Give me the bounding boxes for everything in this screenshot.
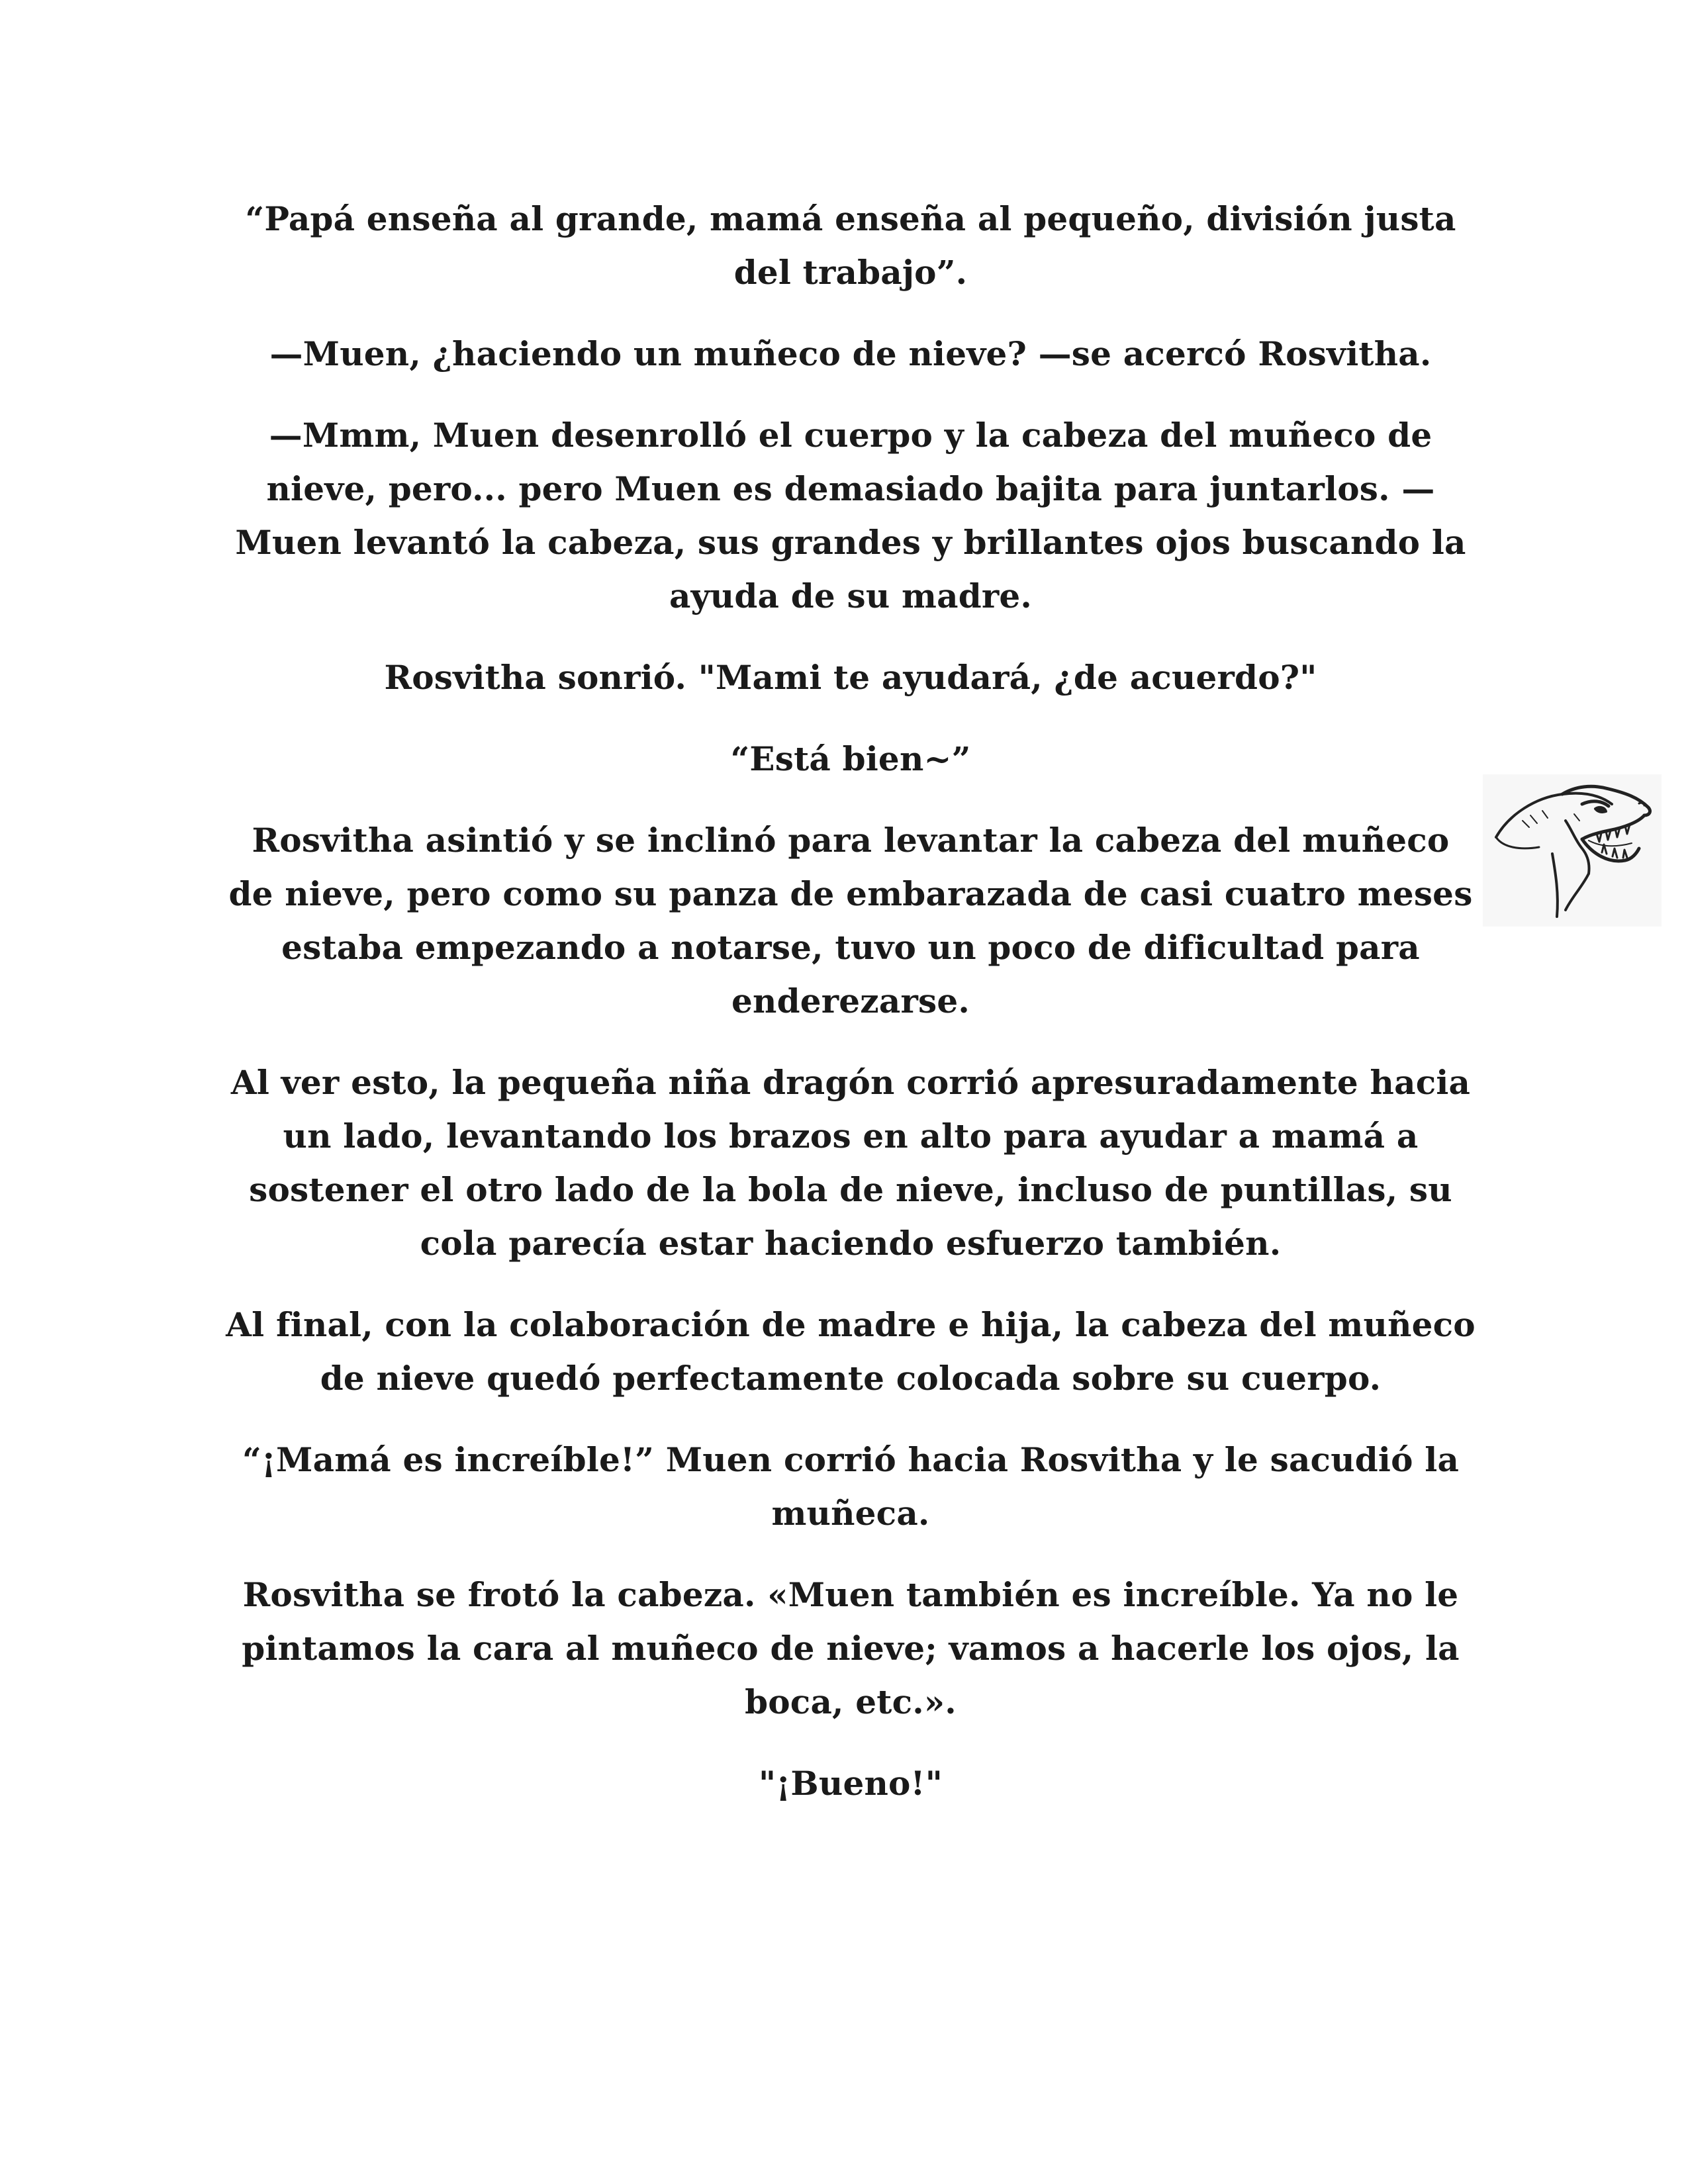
paragraph-8: Al final, con la colaboración de madre e hija, la cabeza del muñeco de nieve quedó perfectamente colocada sobre su cuerpo. bbox=[226, 1305, 1476, 1398]
dragon-head-sketch-icon bbox=[1483, 774, 1662, 927]
paragraph-6: Rosvitha asintió y se inclinó para levantar la cabeza del muñeco de nieve, pero como su panza de embarazada de casi cuatro meses estaba empezando a notarse, tuvo un poco de dificultad para enderezarse. bbox=[228, 821, 1473, 1021]
paragraph-7: Al ver esto, la pequeña niña dragón corrió apresuradamente hacia un lado, levantando los brazos en alto para ayudar a mamá a sostener el otro lado de la bola de nieve, incluso de puntillas, su cola parecía estar haciendo esfuerzo también. bbox=[230, 1063, 1471, 1263]
paragraph-9: “¡Mamá es increíble!” Muen corrió hacia Rosvitha y le sacudió la muñeca. bbox=[242, 1440, 1460, 1533]
paragraph-11: "¡Bueno!" bbox=[759, 1764, 943, 1803]
paragraph-3: —Mmm, Muen desenrolló el cuerpo y la cabeza del muñeco de nieve, pero... pero Muen es demasiado bajita para juntarlos. —Muen levantó la cabeza, sus grandes y brillantes ojos buscando la ayuda de su madre. bbox=[235, 416, 1466, 615]
story-text bbox=[225, 192, 1476, 1838]
paragraph-2: —Muen, ¿haciendo un muñeco de nieve? —se acercó Rosvitha. bbox=[269, 334, 1432, 373]
paragraph-5: “Está bien~” bbox=[730, 739, 971, 778]
paragraph-4: Rosvitha sonrió. "Mami te ayudará, ¿de acuerdo?" bbox=[384, 658, 1317, 697]
paragraph-1: “Papá enseña al grande, mamá enseña al pequeño, división justa del trabajo”. bbox=[245, 199, 1456, 292]
paragraph-10: Rosvitha se frotó la cabeza. «Muen también es increíble. Ya no le pintamos la cara al muñeco de nieve; vamos a hacerle los ojos, la boca, etc.». bbox=[242, 1575, 1460, 1721]
